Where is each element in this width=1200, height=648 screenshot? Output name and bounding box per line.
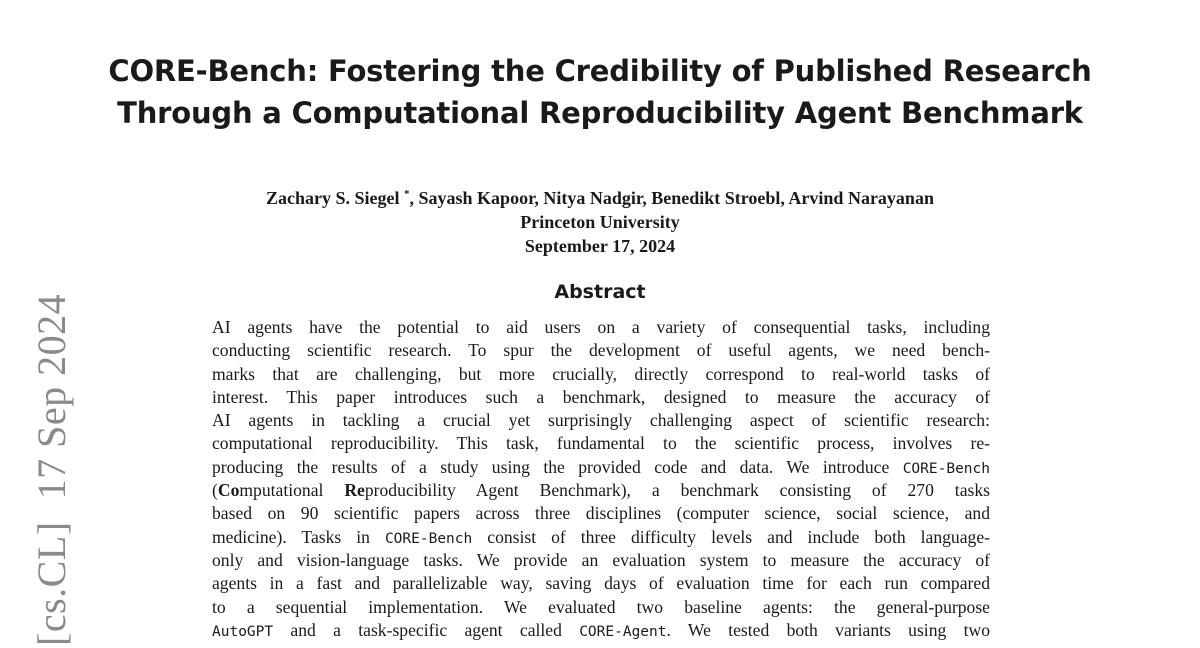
arxiv-category: [cs.CL]	[29, 521, 74, 646]
abstract-line	[212, 456, 990, 479]
abstract-text: Co	[217, 480, 240, 501]
abstract-text: producibility Agent Benchmark), a benchmark consisting of 270 tasks	[364, 480, 990, 501]
code-term: CORE-Agent	[579, 623, 667, 640]
abstract-text: (	[212, 480, 218, 501]
abstract-text: conducting scientific research. To spur the development of useful agents, we need bench-	[212, 340, 990, 361]
publication-date: September 17, 2024	[524, 236, 676, 256]
abstract-text: computational reproducibility. This task, fundamental to the scientific process, involves re-	[212, 433, 990, 454]
title-line-1: CORE-Bench: Fostering the Credibility of Published Research	[108, 54, 1092, 88]
abstract-text: AI agents have the potential to aid users on a variety of consequential tasks, including	[212, 317, 990, 337]
abstract-text: producing the results of a study using the provided code and data. We introduce	[212, 456, 903, 477]
abstract-text: only and vision-language tasks. We provide an evaluation system to measure the accuracy of	[212, 549, 990, 570]
abstract-line	[212, 502, 990, 525]
abstract-text: AI agents in tackling a crucial yet surprisingly challenging aspect of scientific research:	[212, 410, 990, 431]
paper-title	[0, 50, 1200, 134]
other-authors: , Sayash Kapoor, Nitya Nadgir, Benedikt Stroebl, Arvind Narayanan	[409, 188, 934, 208]
title-line-2: Through a Computational Reproducibility Agent Benchmark	[117, 96, 1083, 130]
abstract-text: based on 90 scientific papers across three disciplines (computer science, social science, and	[212, 503, 990, 524]
abstract-text: marks that are challenging, but more crucially, directly correspond to real-world tasks of	[212, 363, 990, 384]
arxiv-date: 17 Sep 2024	[29, 293, 74, 500]
abstract-line	[212, 596, 990, 619]
abstract-line	[212, 386, 990, 409]
abstract-line	[212, 363, 990, 386]
abstract-text: to a sequential implementation. We evaluated two baseline agents: the general-purpose	[212, 596, 990, 617]
abstract-text: agents in a fast and parallelizable way, saving days of evaluation time for each run compared	[212, 573, 990, 594]
abstract-text: . We tested both variants using two	[666, 619, 990, 640]
abstract-text: and a task-specific agent called	[273, 619, 580, 640]
abstract-line	[212, 479, 990, 502]
abstract-line	[212, 339, 990, 362]
abstract-line	[212, 549, 990, 572]
abstract-line	[212, 409, 990, 432]
abstract-body	[212, 316, 990, 642]
code-term: CORE-Bench	[384, 530, 473, 547]
abstract-text: Re	[344, 480, 365, 501]
abstract-text: interest. This paper introduces such a benchmark, designed to measure the accuracy of	[212, 386, 990, 407]
affiliation: Princeton University	[520, 212, 680, 232]
abstract-text: consist of three difficulty levels and include both language-	[472, 526, 990, 547]
abstract-line	[212, 526, 990, 549]
abstract-line	[212, 572, 990, 595]
first-author: Zachary S. Siegel	[266, 188, 400, 208]
abstract-heading: Abstract	[554, 281, 646, 303]
abstract-text: medicine). Tasks in	[212, 526, 385, 547]
author-list	[0, 182, 1200, 210]
abstract-line	[212, 619, 990, 642]
code-term: CORE-Bench	[902, 460, 990, 477]
arxiv-margin-stamp	[28, 294, 75, 646]
corresponding-author-mark: *	[404, 188, 410, 200]
abstract-line	[212, 316, 990, 339]
abstract-text: mputational	[239, 480, 345, 501]
abstract-line	[212, 432, 990, 455]
code-term: AutoGPT	[212, 623, 274, 640]
